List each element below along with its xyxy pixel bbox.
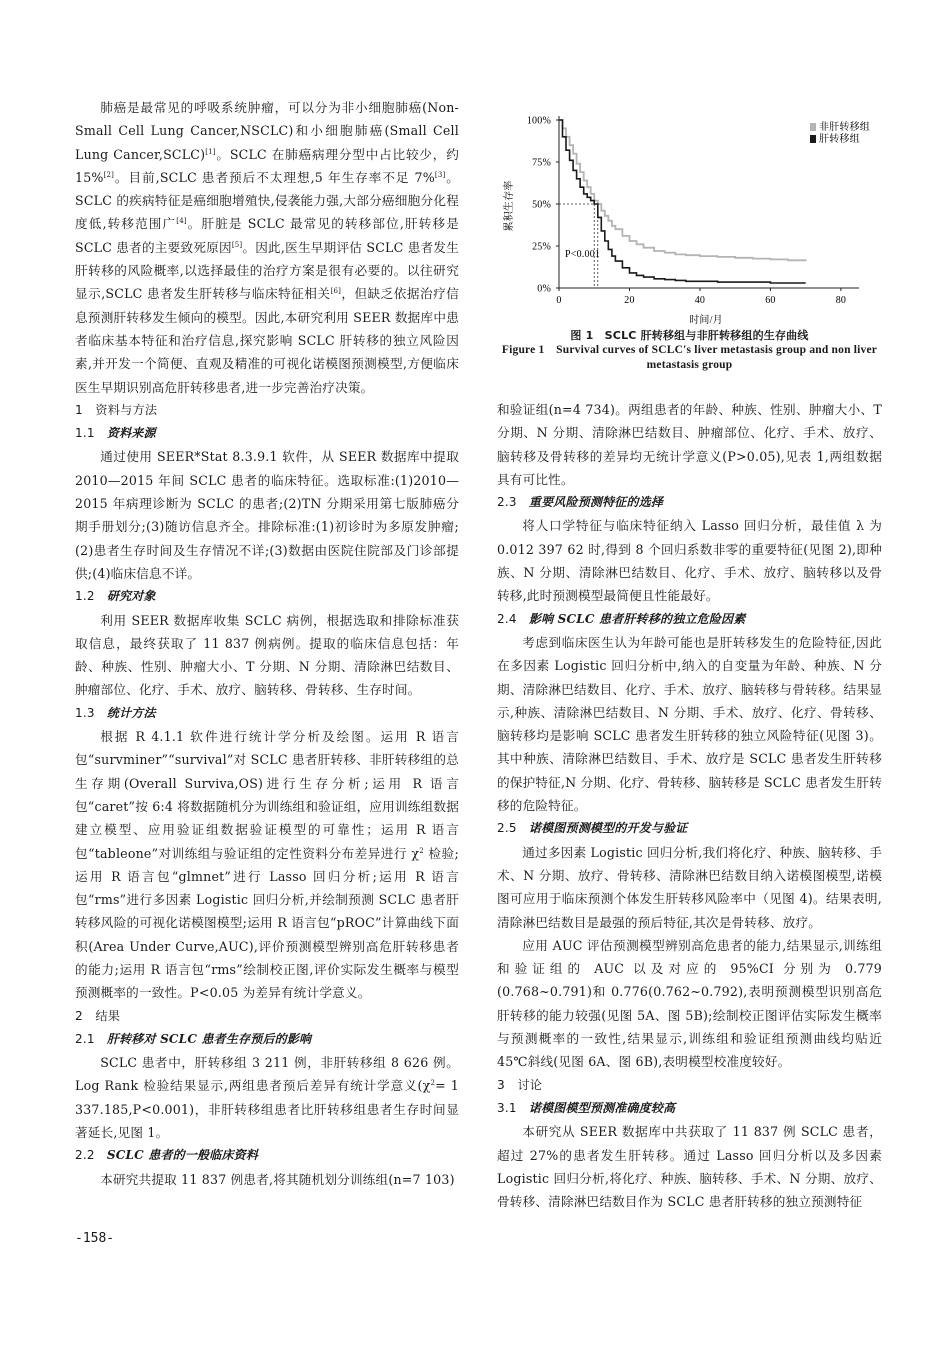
p-value-annotation: P<0.001	[565, 249, 601, 260]
x-tick-label: 40	[694, 295, 706, 306]
legend-liver-label: 肝转移组	[819, 134, 860, 145]
section-3-heading: 3 讨论	[497, 1077, 543, 1092]
section-2-3-heading: 2.3 重要风险预测特征的选择	[497, 495, 664, 510]
figure-caption-cn: 图 1 SCLC 肝转移组与非肝转移组的生存曲线	[570, 329, 809, 342]
right-column-text	[497, 398, 882, 1213]
section-2-heading: 2 结果	[75, 1008, 121, 1023]
figure-caption	[497, 328, 882, 373]
section-2-1-heading: 2.1 肝转移对 SCLC 患者生存预后的影响	[75, 1031, 312, 1046]
y-tick-label: 100%	[526, 115, 551, 127]
survival-chart	[497, 96, 882, 324]
legend-swatch-liver	[810, 135, 816, 143]
section-3-1-heading: 3.1 诺模图模型预测准确度较高	[497, 1100, 676, 1115]
page-number: -158-	[75, 1231, 115, 1246]
x-axis-label: 时间/月	[689, 315, 723, 324]
section-2-2-paragraph-continued: 和验证组(n=4 734)。两组患者的年龄、种族、性别、肿瘤大小、T 分期、N 分期、清除淋巴结数目、肿瘤部位、化疗、手术、放疗、脑转移及骨转移的差异均无统计学意义(P>0.05),见表 1,两组数据具有可比性。	[497, 402, 882, 487]
y-axis-label: 累积生存率	[504, 180, 515, 232]
section-1-2-heading: 1.2 研究对象	[75, 589, 156, 604]
section-2-1-paragraph: SCLC 患者中，肝转移组 3 211 例，非肝转移组 8 626 例。Log Rank 检验结果显示,两组患者预后差异有统计学意义($\chi^2= 1$ 337.185,P<0.001)，非肝转移组患者比肝转移组患者生存时间显著延长,见图 1。	[75, 1055, 460, 1141]
section-2-5-paragraph-1: 通过多因素 Logistic 回归分析,我们将化疗、种族、脑转移、手术、N 分期、放疗、骨转移、清除淋巴结数目纳入诺模图模型,诺模图可应用于临床预测个体发生肝转移风险率中（见图 4)。结果表明,清除淋巴结数目是最强的预后特征,其次是骨转移、放疗。	[497, 844, 882, 930]
figure-caption-en: Figure 1 Survival curves of SCLC′s liver metastasis group and non liver metastasis group	[501, 344, 878, 371]
y-tick-label: 75%	[532, 157, 551, 169]
y-tick-label: 0%	[537, 283, 551, 295]
section-1-2-paragraph: 利用 SEER 数据库收集 SCLC 病例，根据选取和排除标准获取信息，最终获取了 11 837 例病例。提取的临床信息包括：年龄、种族、性别、肿瘤大小、T 分期、N 分期、清除淋巴结数目、肿瘤部位、化疗、手术、放疗、脑转移、骨转移、生存时间。	[75, 612, 459, 698]
section-2-4-heading: 2.4 影响 SCLC 患者肝转移的独立危险因素	[497, 611, 746, 626]
section-2-2-heading: 2.2 SCLC 患者的一般临床资料	[75, 1148, 259, 1163]
section-2-4-paragraph: 考虑到临床医生认为年龄可能也是肝转移发生的危险特征,因此在多因素 Logistic 回归分析中,纳入的自变量为年龄、种族、N 分期、清除淋巴结数目、化疗、手术、放疗、脑转移与骨转移。结果显示,种族、清除淋巴结数目、N 分期、手术、放疗、化疗、骨转移、脑转移均是影响 SCLC 患者发生肝转移的独立风险特征(见图 3)。其中种族、清除淋巴结数目、手术、放疗是 SCLC 患者发生肝转移的保护特征,N 分期、化疗、骨转移、脑转移是 SCLC 患者发生肝转移的危险特征。	[497, 634, 882, 814]
x-tick-label: 60	[765, 295, 776, 306]
y-tick-label: 50%	[532, 199, 551, 211]
intro-paragraph: 肺癌是最常见的呼吸系统肿瘤，可以分为非小细胞肺癌(Non-Small Cell Lung Cancer,NSCLC)和小细胞肺癌(Small Cell Lung Cancer,SCLC)[1]。SCLC 在肺癌病理分型中占比较少，约 15%[2]。目前,SCLC 患者预后不太理想,5 年生存率不足 7%[3]。SCLC 的疾病特征是癌细胞增殖快,侵袭能力强,大部分癌细胞分化程度低,转移范围广[4]。肝脏是 SCLC 最常见的转移部位,肝转移是 SCLC 患者的主要致死原因[5]。因此,医生早期评估 SCLC 患者发生肝转移的风险概率,以选择最佳的治疗方案是很有必要的。以往研究显示,SCLC 患者发生肝转移与临床特征相关[6]，但缺乏依据治疗信息预测肝转移发生倾向的模型。因此,本研究利用 SEER 数据库中患者临床基本特征和治疗信息,探究影响 SCLC 肝转移的独立风险因素,并开发一个简便、直观及精准的可视化诺模图预测模型,方便临床医生早期识别高危肝转移患者,进一步完善治疗决策。	[75, 100, 460, 395]
section-2-5-heading: 2.5 诺模图预测模型的开发与验证	[497, 821, 688, 836]
legend-non-liver-label: 非肝转移组	[819, 122, 870, 133]
section-1-heading: 1 资料与方法	[75, 402, 158, 417]
section-1-3-heading: 1.3 统计方法	[75, 705, 156, 720]
x-tick-label: 80	[835, 295, 847, 306]
legend-swatch-non-liver	[810, 123, 816, 131]
x-tick-label: 20	[624, 295, 635, 306]
left-column	[75, 96, 459, 1191]
section-3-1-paragraph: 本研究从 SEER 数据库中共获取了 11 837 例 SCLC 患者，超过 27%的患者发生肝转移。通过 Lasso 回归分析以及多因素 Logistic 回归分析,将化疗、种族、脑转移、手术、N 分期、放疗、骨转移、清除淋巴结数目作为 SCLC 患者肝转移的独立预测特征	[497, 1124, 882, 1210]
section-1-3-paragraph: 根据 R 4.1.1 软件进行统计学分析及绘图。运用 R 语言包“survminer”“survival”对 SCLC 患者肝转移、非肝转移组的总生存期(Overall Surviva,OS)进行生存分析;运用 R 语言包“caret”按 6:4 将数据随机分为训练组和验证组，应用训练组数据建立模型、应用验证组数据验证模型的可靠性；运用 R 语言包“tableone”对训练组与验证组的定性资料分布差异进行 $\chi^2$ 检验;运用 R 语言包“glmnet”进行 Lasso 回归分析;运用 R 语言包“rms”进行多因素 Logistic 回归分析,并绘制预测 SCLC 患者肝转移风险的可视化诺模图模型;运用 R 语言包“pROC”计算曲线下面积(Area Under Curve,AUC),评价预测模型辨别高危肝转移患者的能力;运用 R 语言包“rms”绘制校正图,评价实际发生概率与模型预测概率的一致性。P<0.05 为差异有统计学意义。	[75, 729, 460, 1001]
section-1-1-paragraph: 通过使用 SEER*Stat 8.3.9.1 软件，从 SEER 数据库中提取 2010—2015 年间 SCLC 患者的临床特征。选取标准:(1)2010—2015 年病理诊断为 SCLC 的患者;(2)TN 分期采用第七版肺癌分期手册划分;(3)随访信息齐全。排除标准:(1)初诊时为多原发肿瘤;(2)患者生存时间及生存情况不详;(3)数据由医院住院部及门诊部提供;(4)临床信息不详。	[75, 449, 459, 581]
section-2-5-paragraph-2: 应用 AUC 评估预测模型辨别高危患者的能力,结果显示,训练组和验证组的 AUC 以及对应的 95%CI 分别为 0.779 (0.768~0.791)和 0.776(0.762~0.792),表明预测模型识别高危肝转移的能力较强(见图 5A、图 5B);绘制校正图评估实际发生概率与预测概率的一致性,结果显示,训练组和验证组预测曲线均贴近 45℃斜线(见图 6A、图 6B),表明模型校准度较好。	[497, 937, 882, 1070]
x-tick-label: 0	[556, 295, 562, 306]
non-liver-metastasis-curve	[559, 120, 806, 261]
section-1-1-heading: 1.1 资料来源	[75, 426, 156, 441]
y-tick-label: 25%	[532, 241, 551, 253]
section-2-3-paragraph: 将人口学特征与临床特征纳入 Lasso 回归分析，最佳值 λ 为 0.012 397 62 时,得到 8 个回归系数非零的重要特征(见图 2),即种族、N 分期、清除淋巴结数目、化疗、手术、放疗、脑转移以及骨转移,此时预测模型最简便且性能最好。	[497, 518, 882, 604]
section-2-2-paragraph: 本研究共提取 11 837 例患者,将其随机划分训练组(n=7 103)	[100, 1171, 455, 1187]
